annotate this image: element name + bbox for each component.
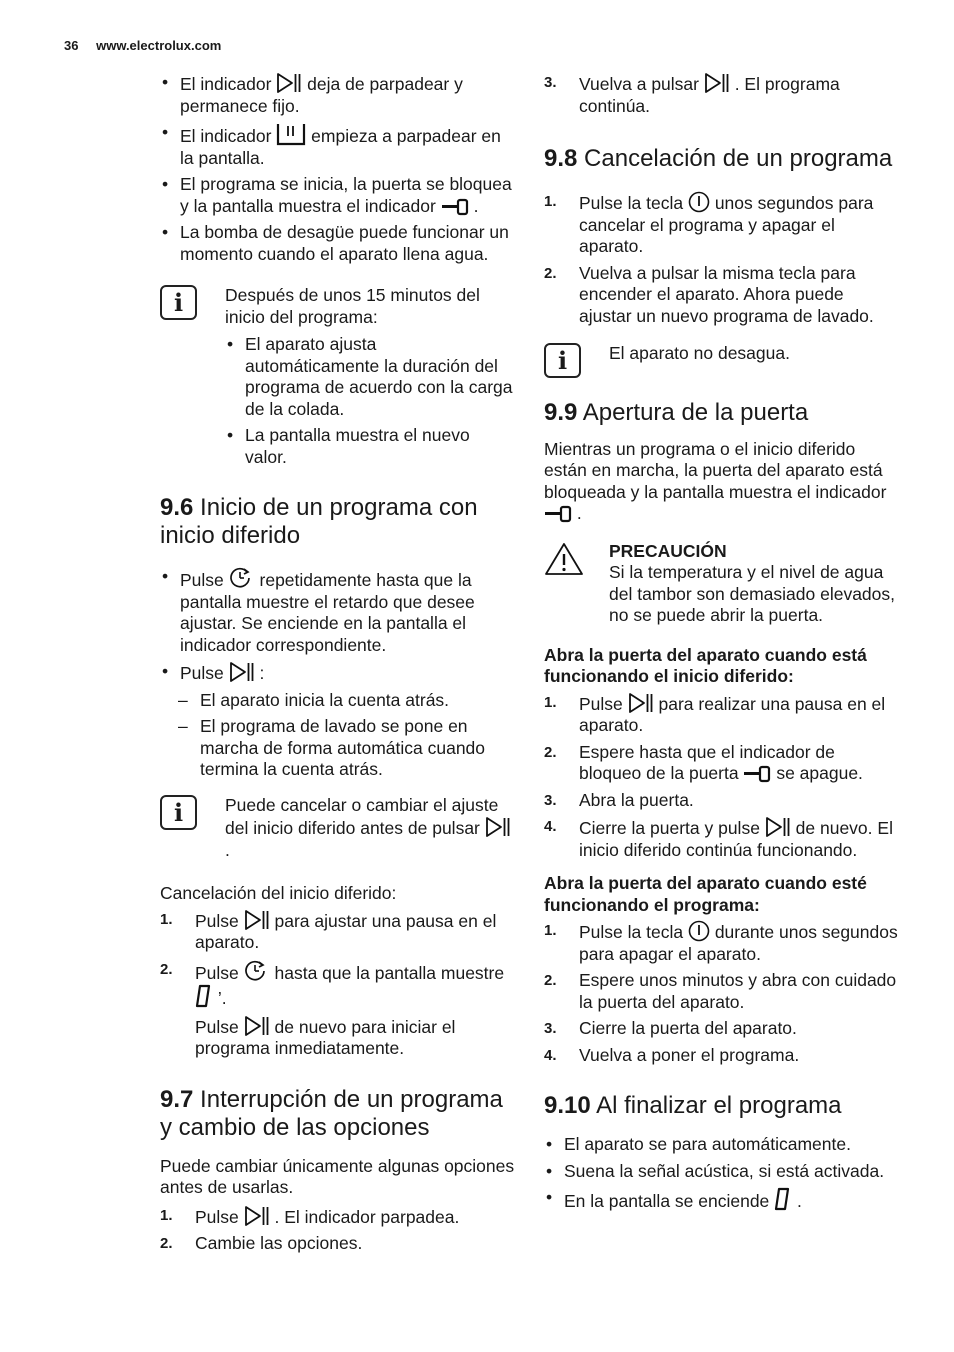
section-intro: Puede cambiar únicamente algunas opciones antes de usarlas. <box>160 1155 515 1197</box>
page-number: 36 <box>64 38 79 53</box>
section-heading-9-7: 9.7 Interrupción de un programa y cambio de las opciones <box>160 1085 503 1141</box>
note-text: Después de unos 15 minutos del inicio del programa: <box>225 285 480 327</box>
start-pause-icon <box>628 692 654 714</box>
start-pause-icon <box>244 1015 270 1037</box>
status-bullets <box>160 72 515 265</box>
open-door-delay-steps <box>544 692 899 862</box>
interrupt-steps <box>160 1205 515 1255</box>
info-note: i Puede cancelar o cambiar el ajuste del inicio diferido antes de pulsar . <box>160 795 515 862</box>
door-lock-icon <box>743 765 771 783</box>
start-pause-icon <box>485 816 511 838</box>
open-door-program-steps <box>544 920 899 1066</box>
list-item: • El indicador deja de parpadear y permanece fijo. <box>160 72 515 117</box>
list-item: – El aparato inicia la cuenta atrás. <box>160 690 515 712</box>
continue-steps <box>544 72 899 117</box>
power-icon <box>688 191 710 213</box>
start-pause-icon <box>244 909 270 931</box>
list-item: • En la pantalla se enciende . <box>544 1187 899 1213</box>
cancel-program-steps <box>544 191 899 327</box>
list-item: • La bomba de desagüe puede funcionar un momento cuando el aparato llena agua. <box>160 222 515 265</box>
start-pause-icon <box>229 661 255 683</box>
end-program-bullets <box>544 1134 899 1213</box>
list-item: • La pantalla muestra el nuevo valor. <box>225 425 515 468</box>
list-item: 1. Pulse la tecla durante unos segundos para apagar el aparato. <box>544 922 898 964</box>
list-item: 3. Vuelva a pulsar . El programa continúa. <box>544 74 840 116</box>
info-icon: i <box>160 285 197 320</box>
info-icon: i <box>160 795 197 830</box>
section-heading-9-6: 9.6 Inicio de un programa con inicio diferido <box>160 494 478 549</box>
info-note <box>160 285 515 468</box>
start-pause-icon <box>765 816 791 838</box>
caution-title: PRECAUCIÓN <box>609 540 727 561</box>
list-item: 2. Espere unos minutos y abra con cuidado la puerta del aparato. <box>544 970 897 1012</box>
list-item: 2. Espere hasta que el indicador de bloqueo de la puerta se apague. <box>544 741 863 783</box>
right-column <box>544 72 899 1218</box>
list-item: 4. Cierre la puerta y pulse de nuevo. El inicio diferido continúa funcionando. <box>544 818 893 860</box>
cancel-delay-label: Cancelación del inicio diferido: <box>160 883 397 903</box>
note-list <box>225 334 515 468</box>
list-item: • Pulse repetidamente hasta que la pantalla muestre el retardo que desee ajustar. Se enciende en la pantalla el indicador correspondiente. <box>160 566 515 656</box>
site-url: www.electrolux.com <box>96 38 222 53</box>
delay-start-icon <box>244 959 270 983</box>
restart-text: Pulse de nuevo para iniciar el programa inmediatamente. <box>195 1016 456 1058</box>
left-column <box>160 72 515 1260</box>
section-heading-9-9: 9.9 Apertura de la puerta <box>544 398 809 426</box>
list-item: • El aparato ajusta automáticamente la duración del programa de acuerdo con la carga de la colada. <box>225 334 515 420</box>
list-item: 1. Pulse la tecla unos segundos para cancelar el programa y apagar el aparato. <box>544 193 874 256</box>
delay-start-icon <box>229 566 255 590</box>
list-item: 3. Cierre la puerta del aparato. <box>544 1018 797 1038</box>
list-item: 3. Abra la puerta. <box>544 789 694 810</box>
door-lock-icon <box>544 505 572 523</box>
page-header <box>64 38 221 53</box>
list-item: • Suena la señal acústica, si está activada. <box>544 1161 899 1183</box>
list-item: 1. Pulse para ajustar una pausa en el aparato. <box>160 910 497 952</box>
power-icon <box>688 920 710 942</box>
list-item: 2. Vuelva a pulsar la misma tecla para encender el aparato. Ahora puede ajustar un nuevo programa de lavado. <box>544 262 874 326</box>
list-item: – El programa de lavado se pone en marcha de forma automática cuando termina la cuenta atrás. <box>160 716 515 781</box>
section-intro: Mientras un programa o el inicio diferido están en marcha, la puerta del aparato está bloqueada y la pantalla muestra el indicador . <box>544 438 887 523</box>
list-item: 1. Pulse para realizar una pausa en el aparato. <box>544 693 886 735</box>
zero-display-icon <box>774 1187 792 1211</box>
info-icon: i <box>544 343 581 378</box>
list-item: 2. Cambie las opciones. <box>160 1233 363 1253</box>
door-lock-icon <box>441 198 469 216</box>
list-item: • El aparato se para automáticamente. <box>544 1134 899 1156</box>
section-heading-9-8: 9.8 Cancelación de un programa <box>544 145 893 172</box>
subheading: Abra la puerta del aparato cuando esté funcionando el programa: <box>544 873 867 915</box>
list-item: 1. Pulse . El indicador parpadea. <box>160 1206 460 1227</box>
list-item: • Pulse : <box>160 661 515 685</box>
start-pause-icon <box>276 72 302 94</box>
warning-icon <box>544 541 584 577</box>
delay-bullets <box>160 566 515 685</box>
cancel-delay-steps <box>160 909 515 1010</box>
info-note <box>544 343 899 375</box>
delay-sub-list <box>160 690 515 781</box>
start-pause-icon <box>244 1205 270 1227</box>
start-pause-icon <box>704 72 730 94</box>
subheading: Abra la puerta del aparato cuando está funcionando el inicio diferido: <box>544 644 867 686</box>
list-item: 4. Vuelva a poner el programa. <box>544 1044 800 1065</box>
list-item: 2. Pulse hasta que la pantalla muestre ’. <box>160 960 505 1008</box>
caution-text: Si la temperatura y el nivel de agua del tambor son demasiado elevados, no se puede abrir la puerta. <box>609 562 896 625</box>
list-item: • El indicador empieza a parpadear en la pantalla. <box>160 122 515 169</box>
wash-phase-icon <box>276 122 306 146</box>
note-text: El aparato no desagua. <box>609 343 790 363</box>
section-heading-9-10: 9.10 Al finalizar el programa <box>544 1092 842 1119</box>
zero-display-icon <box>195 984 213 1008</box>
caution-note <box>544 541 899 627</box>
list-item: • El programa se inicia, la puerta se bloquea y la pantalla muestra el indicador . <box>160 174 515 217</box>
